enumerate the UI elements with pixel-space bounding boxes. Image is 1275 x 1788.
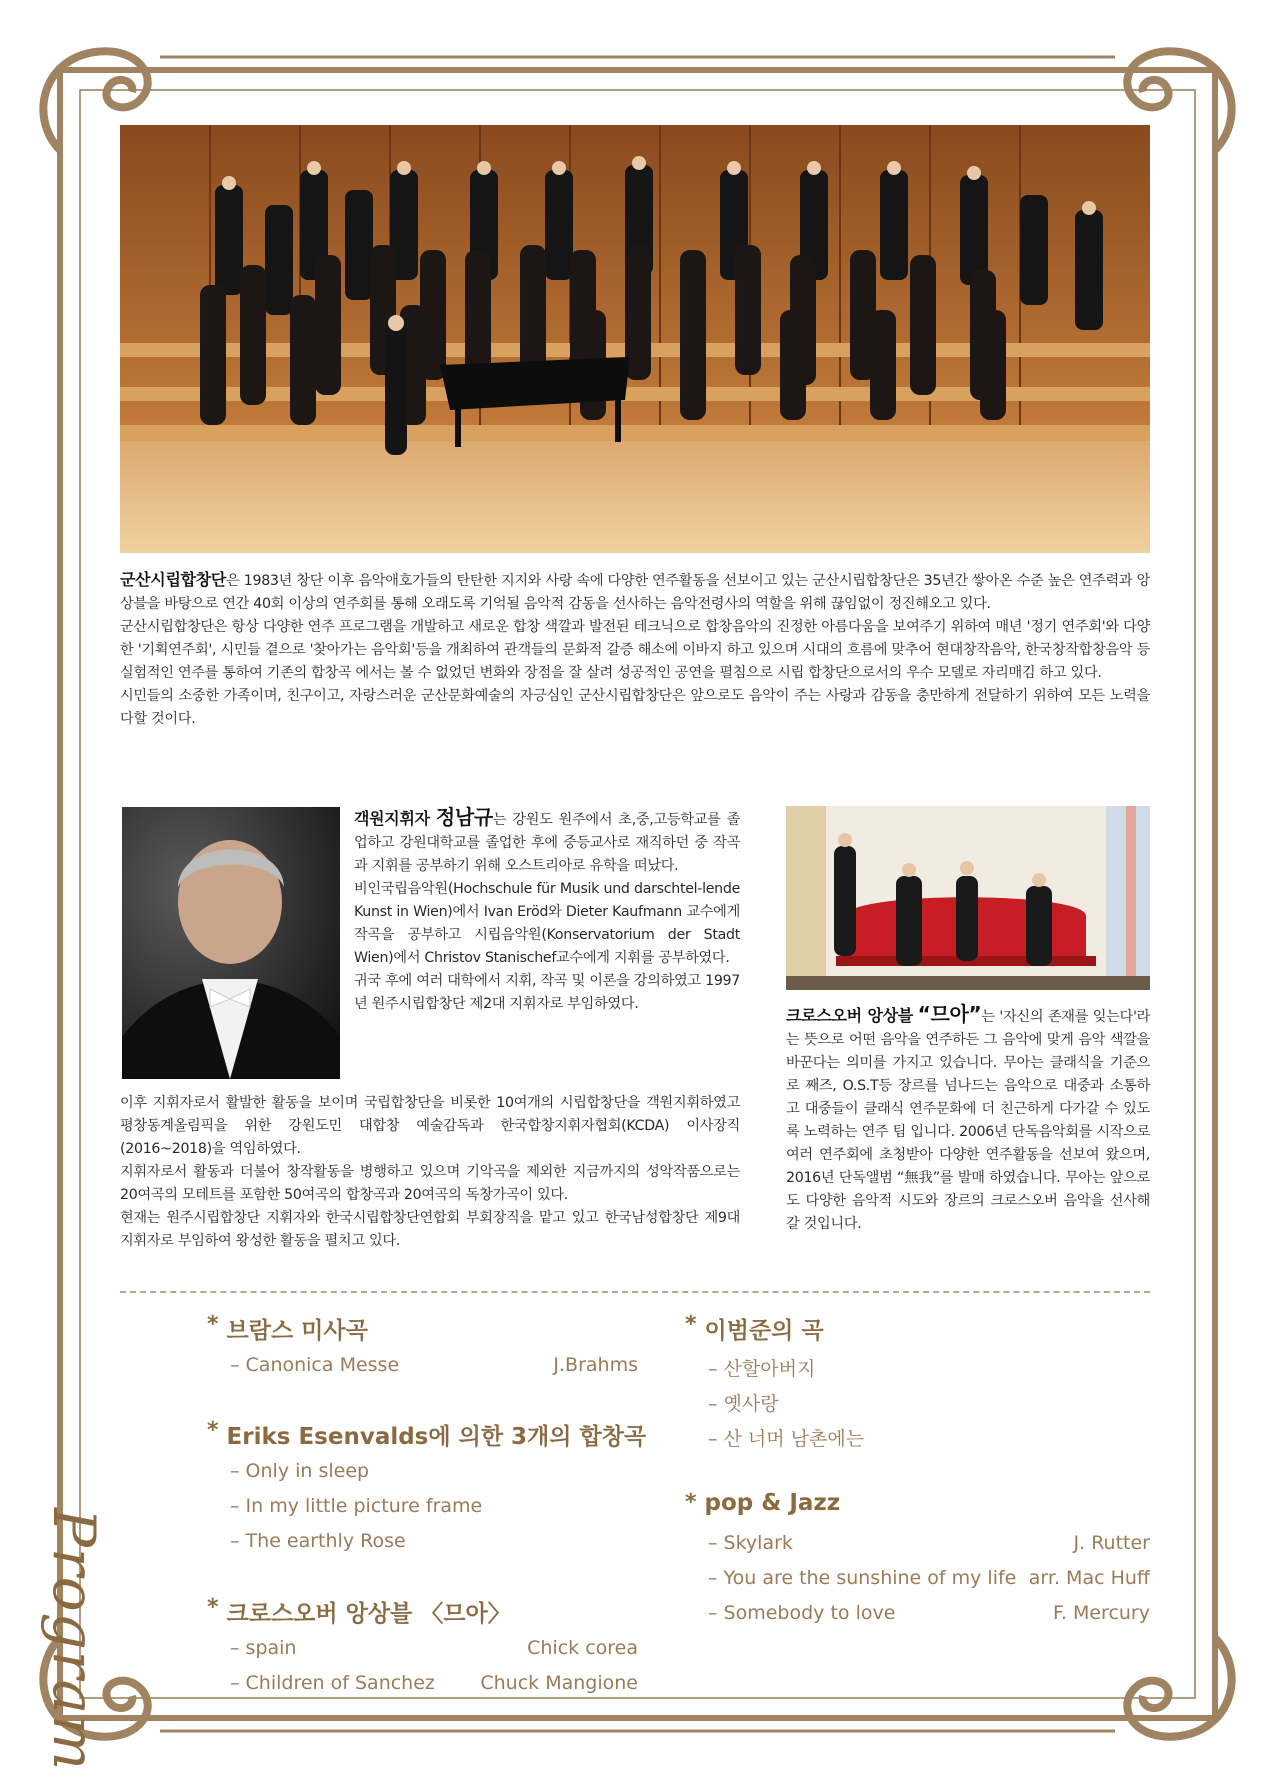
ensemble-paragraph: 크로스오버 앙상블 “므아”는 '자신의 존재를 잊는다'라는 뜻으로 어떤 음악을 연주하든 그 음악에 맞게 음악 색깔을 바꾼다는 의미를 가지고 있습니다. 무아는 클래식을 기준으로 째즈, O.S.T등 장르를 넘나드는 음악으로 대중과 소통하고 대중들이 클래식 연주문화에 더 친근하게 다가갈 수 있도록 노력하는 연주 팀 입니다. 2006년 단독음악회를 시작으로 여러 연주회에 초청받아 다양한 연주활동을 선보여 왔으며, 2016년 단독앨범 “無我”를 발매 하였습니다. 무아는 앞으로도 다양한 음악적 시도와 장르의 크로스오버 음악을 선사해 갈 것입니다. bbox=[786, 1002, 1150, 1232]
program-composer: J.Brahms bbox=[553, 1354, 638, 1376]
choir-photo bbox=[120, 125, 1150, 553]
intro-paragraph-1: 군산시립합창단은 1983년 창단 이후 음악애호가들의 탄탄한 지지와 사랑 속에 다양한 연주활동을 선보이고 있는 군산시립합창단은 35년간 쌓아온 수준 높은 연주력과 앙상블을 바탕으로 연간 40회 이상의 연주회를 통해 오래도록 기억될 음악적 감동을 선사하는 음악전령사의 역할을 위해 끊임없이 정진해오고 있다. bbox=[120, 570, 1150, 612]
ensemble-photo-icon bbox=[786, 806, 1150, 990]
conductor-paragraph-4: 이후 지휘자로서 활발한 활동을 보이며 국립합창단을 비롯한 10여개의 시립합창단을 객원지휘하였고 평창동계올림픽을 위한 강원도민 대합창 예술감독과 한국합창지휘자협회(KCDA) 이사장직(2016~2018)을 역임하였다. bbox=[120, 1095, 740, 1157]
program-composer: J. Rutter bbox=[1073, 1532, 1150, 1554]
choir-name: 군산시립합창단 bbox=[120, 570, 227, 589]
program-section-3-title: * 크로스오버 앙상블 〈므아〉 bbox=[207, 1595, 511, 1627]
program-section-4-title: * 이범준의 곡 bbox=[685, 1312, 824, 1344]
program-item: – You are the sunshine of my life bbox=[708, 1567, 1017, 1589]
ensemble-photo bbox=[786, 806, 1150, 990]
star-icon: * bbox=[207, 1418, 219, 1443]
conductor-bio-bottom bbox=[120, 1092, 740, 1253]
ensemble-bio bbox=[786, 1003, 1150, 1236]
conductor-paragraph-2: 비인국립음악원(Hochschule für Musik und darschtel-lende Kunst in Wien)에서 Ivan Eröd와 Dieter Kaufmann 교수에게 작곡을 공부하고 시립음악원(Konservatorium der Stadt Wien)에서 Christov Stanischef교수에게 지휘를 공부하였다. bbox=[354, 881, 740, 966]
program-item: – Canonica Messe bbox=[230, 1354, 400, 1376]
program-item: – The earthly Rose bbox=[230, 1530, 406, 1552]
conductor-paragraph-3: 귀국 후에 여러 대학에서 지휘, 작곡 및 이론을 강의하였고 1997년 원주시립합창단 제2대 지휘자로 부임하였다. bbox=[354, 973, 740, 1012]
conductor-paragraph-6: 현재는 원주시립합창단 지휘자와 한국시립합창단연합회 부회장직을 맡고 있고 한국남성합창단 제9대 지휘자로 부임하여 왕성한 활동을 펼치고 있다. bbox=[120, 1210, 740, 1249]
star-icon: * bbox=[685, 1490, 697, 1515]
conductor-photo bbox=[122, 807, 340, 1079]
choir-photo-icon bbox=[120, 125, 1150, 553]
program-item: – Children of Sanchez bbox=[230, 1672, 435, 1694]
program-item: – Only in sleep bbox=[230, 1460, 370, 1482]
conductor-portrait-icon bbox=[122, 807, 340, 1079]
ensemble-prefix: 크로스오버 앙상블 bbox=[786, 1006, 913, 1025]
program-composer: arr. Mac Huff bbox=[1028, 1567, 1150, 1589]
program-composer: Chick corea bbox=[527, 1637, 638, 1659]
program-label: Program bbox=[40, 1508, 108, 1772]
star-icon: * bbox=[685, 1312, 697, 1337]
program-section-1-title: * 브람스 미사곡 bbox=[207, 1312, 368, 1344]
star-icon: * bbox=[207, 1595, 219, 1620]
star-icon: * bbox=[207, 1312, 219, 1337]
program-section-2-title: * Eriks Esenvalds에 의한 3개의 합창곡 bbox=[207, 1418, 647, 1450]
program-item: – Skylark bbox=[708, 1532, 793, 1554]
program-item: – 산 너머 남촌에는 bbox=[708, 1428, 865, 1450]
section-divider bbox=[120, 1291, 1150, 1293]
conductor-title: 객원지휘자 bbox=[354, 809, 430, 828]
program-item: – 옛사랑 bbox=[708, 1393, 779, 1415]
choir-intro bbox=[120, 568, 1150, 731]
intro-paragraph-2: 군산시립합창단은 항상 다양한 연주 프로그램을 개발하고 새로운 합창 색깔과 발전된 테크닉으로 합창음악의 진정한 아름다움을 보여주기 위하여 매년 '정기 연주회'와 다양한 '기획연주회', 시민들 곁으로 '찾아가는 음악회'등을 개최하여 관객들의 문화적 갈증 해소에 이바지 하고 있으며 시대의 흐름에 맞추어 현대창작음악, 한국창작합창음악 등 실험적인 연주를 통하여 기존의 합창곡 에서는 볼 수 없었던 변화와 장점을 잘 살려 성공적인 공연을 펼침으로 시립 합창단으로서의 우수 모델로 자리매김 하고 있다. bbox=[120, 619, 1150, 681]
program-item: – In my little picture frame bbox=[230, 1495, 483, 1517]
conductor-name: 정남규 bbox=[435, 805, 493, 829]
program-item: – Somebody to love bbox=[708, 1602, 896, 1624]
conductor-paragraph-5: 지휘자로서 활동과 더불어 창작활동을 병행하고 있으며 기악곡을 제외한 지금까지의 성악작품으로는 20여곡의 모테트를 포함한 50여곡의 합창곡과 20여곡의 독창가곡이 있다. bbox=[120, 1164, 740, 1203]
program-item: – 산할아버지 bbox=[708, 1358, 816, 1380]
conductor-paragraph-1: 객원지휘자 정남규는 강원도 원주에서 초,중,고등학교를 졸업하고 강원대학교를 졸업한 후에 중등교사로 재직하던 중 작곡과 지휘를 공부하기 위해 오스트리아로 유학을 떠났다. bbox=[354, 805, 740, 874]
program-composer: F. Mercury bbox=[1053, 1602, 1150, 1624]
ensemble-name: “므아” bbox=[917, 1002, 982, 1026]
conductor-bio-top bbox=[354, 806, 740, 1016]
intro-paragraph-3: 시민들의 소중한 가족이며, 친구이고, 자랑스러운 군산문화예술의 자긍심인 군산시립합창단은 앞으로도 음악이 주는 사랑과 감동을 충만하게 전달하기 위하여 모든 노력을 다할 것이다. bbox=[120, 688, 1150, 727]
program-section-5-title: * pop & Jazz bbox=[685, 1490, 841, 1516]
program-composer: Chuck Mangione bbox=[480, 1672, 638, 1694]
program-item: – spain bbox=[230, 1637, 297, 1659]
